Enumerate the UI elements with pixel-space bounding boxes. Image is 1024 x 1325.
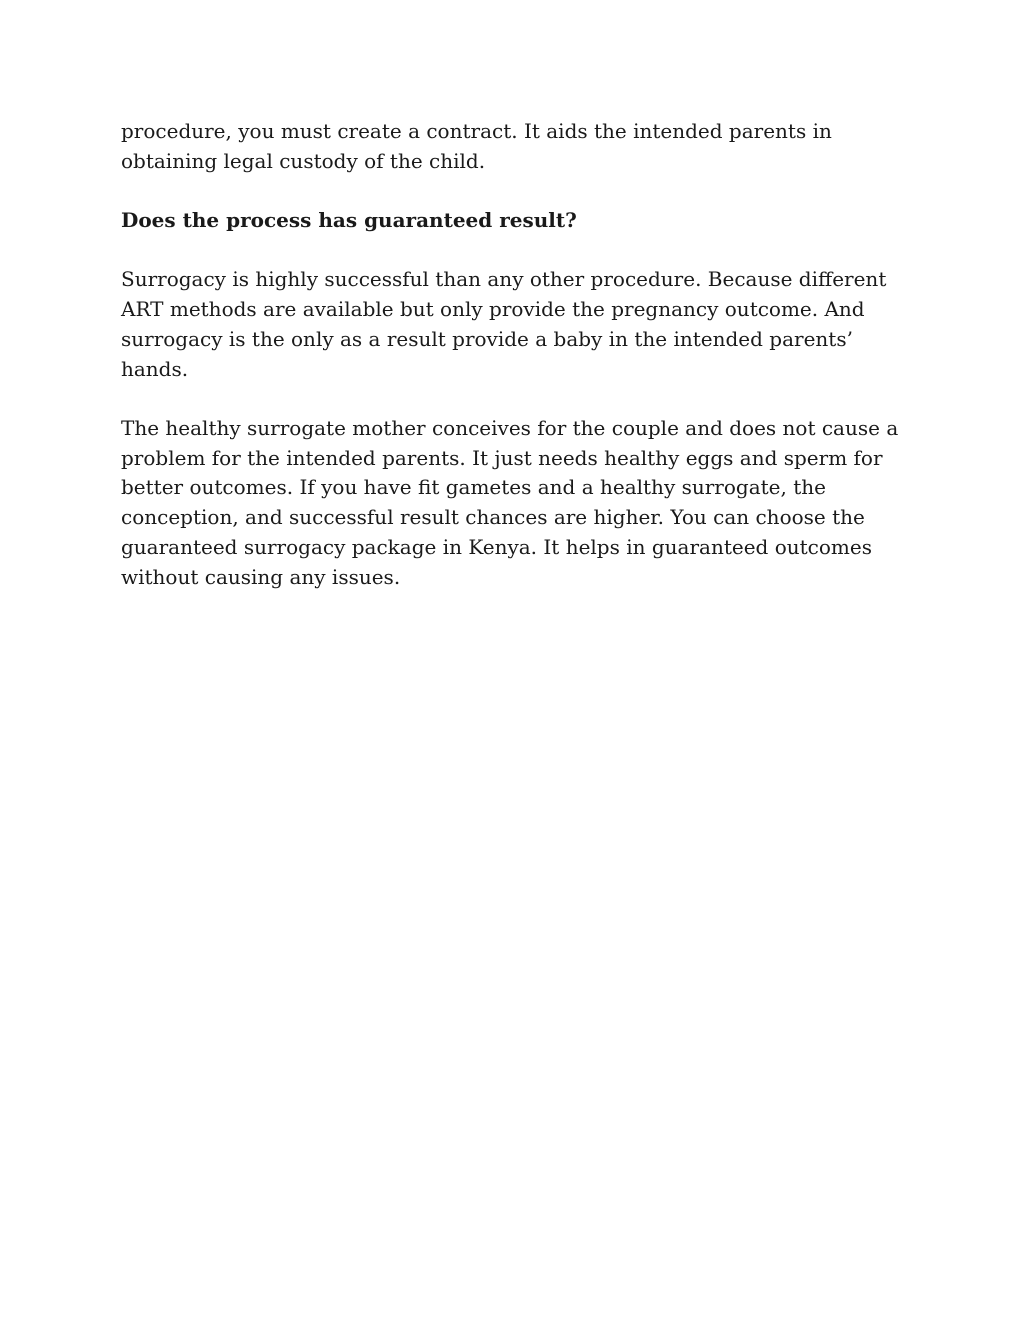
body-paragraph-1: Surrogacy is highly successful than any other procedure. Because different ART methods are available but only provide the pregnancy outcome. And surrogacy is the only as a result provide a baby in the intended parents’ hands. — [121, 267, 887, 381]
body-paragraph-2: The healthy surrogate mother conceives for the couple and does not cause a problem for the intended parents. It just needs healthy eggs and sperm for better outcomes. If you have fit gametes and a healthy surrogate, the conception, and successful result chances are higher. You can choose the guaranteed surrogacy package in Kenya. It helps in guaranteed outcomes without causing any issues. — [121, 415, 899, 589]
document-body — [121, 117, 921, 592]
section-heading: Does the process has guaranteed result? — [121, 208, 577, 233]
intro-paragraph: procedure, you must create a contract. It aids the intended parents in obtaining legal custody of the child. — [121, 119, 832, 173]
